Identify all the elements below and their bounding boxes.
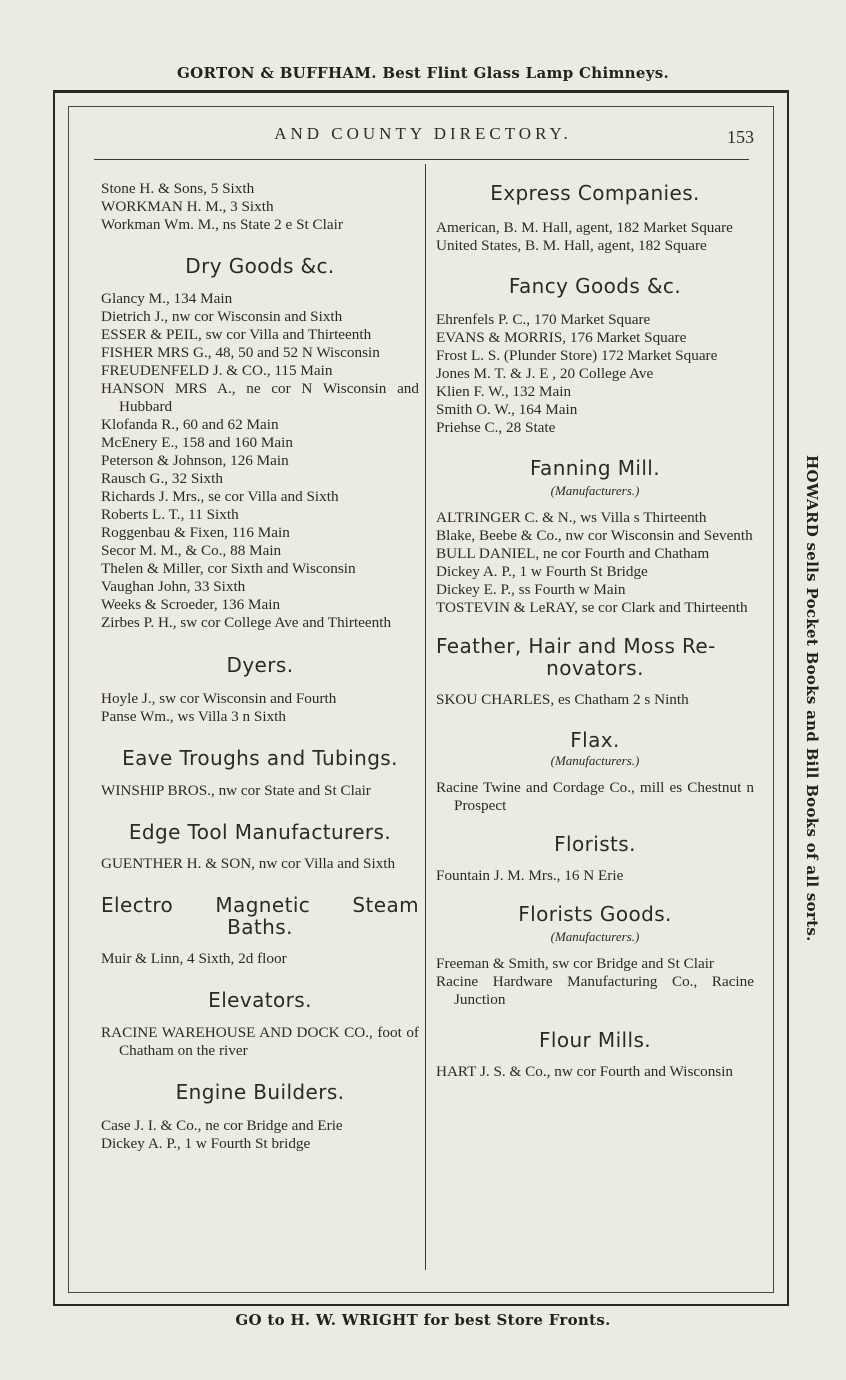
list-item: EVANS & MORRIS, 176 Market Square: [436, 329, 687, 346]
list-item: Frost L. S. (Plunder Store) 172 Market Square: [436, 347, 718, 364]
list-item: McEnery E., 158 and 160 Main: [101, 434, 293, 451]
section-heading-fanning-mill: Fanning Mill.: [529, 456, 661, 480]
section-heading-edge-tool: Edge Tool Manufacturers.: [128, 820, 392, 844]
list-item: Dietrich J., nw cor Wisconsin and Sixth: [101, 308, 343, 325]
section-heading-florists-goods: Florists Goods.: [518, 902, 672, 926]
list-item: HART J. S. & Co., nw cor Fourth and Wisconsin: [436, 1063, 734, 1080]
section-heading-feather-hair-moss: Feather, Hair and Moss Re-: [436, 634, 716, 658]
section-heading-eave-troughs: Eave Troughs and Tubings.: [122, 746, 398, 770]
section-heading-elevators: Elevators.: [208, 988, 312, 1012]
left-column: [101, 180, 419, 1153]
list-item: Secor M. M., & Co., 88 Main: [101, 542, 282, 559]
list-item: Priehse C., 28 State: [436, 419, 556, 436]
section-heading-fancy-goods: Fancy Goods &c.: [508, 274, 682, 298]
list-item: Dickey E. P., ss Fourth w Main: [436, 581, 626, 598]
list-item: Vaughan John, 33 Sixth: [101, 578, 246, 595]
section-heading-electro-magnetic: Electro Magnetic Steam: [101, 893, 419, 917]
list-item: TOSTEVIN & LeRAY, se cor Clark and Thirteenth: [436, 599, 748, 616]
list-item: Peterson & Johnson, 126 Main: [101, 452, 289, 469]
section-heading-feather-hair-moss-cont: novators.: [546, 656, 644, 680]
list-item: Panse Wm., ws Villa 3 n Sixth: [101, 708, 287, 725]
list-item: Stone H. & Sons, 5 Sixth: [101, 180, 255, 197]
header-divider: [94, 159, 749, 160]
list-item: Dickey A. P., 1 w Fourth St bridge: [101, 1135, 311, 1152]
list-item: Hoyle J., sw cor Wisconsin and Fourth: [101, 690, 337, 707]
list-item: ALTRINGER C. & N., ws Villa s Thirteenth: [436, 509, 707, 526]
list-item: Muir & Linn, 4 Sixth, 2d floor: [101, 950, 287, 967]
column-divider: [425, 164, 426, 1270]
list-item: Thelen & Miller, cor Sixth and Wisconsin: [101, 560, 356, 577]
list-item: Smith O. W., 164 Main: [436, 401, 578, 418]
list-item: FREUDENFELD J. & CO., 115 Main: [101, 362, 333, 379]
side-advertisement-banner: HOWARD sells Pocket Books and Bill Books of all sorts.: [803, 455, 821, 942]
section-heading-express: Express Companies.: [490, 181, 700, 205]
page-title: AND COUNTY DIRECTORY.: [274, 124, 572, 143]
list-item: Dickey A. P., 1 w Fourth St Bridge: [436, 563, 648, 580]
section-subheading-manufacturers: (Manufacturers.): [550, 483, 640, 498]
section-heading-flour-mills: Flour Mills.: [538, 1028, 652, 1052]
list-item: Weeks & Scroeder, 136 Main: [101, 596, 281, 613]
list-item: Case J. I. & Co., ne cor Bridge and Erie: [101, 1117, 343, 1134]
page-number: 153: [727, 127, 754, 147]
list-item: American, B. M. Hall, agent, 182 Market Square: [436, 219, 733, 236]
list-item: WORKMAN H. M., 3 Sixth: [101, 198, 274, 215]
section-subheading-manufacturers: (Manufacturers.): [550, 929, 640, 944]
list-item: Klien F. W., 132 Main: [436, 383, 572, 400]
list-item: Roberts L. T., 11 Sixth: [101, 506, 239, 523]
list-item: Fountain J. M. Mrs., 16 N Erie: [436, 867, 624, 884]
list-item: Zirbes P. H., sw cor College Ave and Thirteenth: [101, 614, 392, 631]
list-item: Racine Hardware Manufacturing Co., Racine Junction: [436, 973, 754, 1008]
section-heading-flax: Flax.: [570, 728, 620, 752]
section-heading-dry-goods: Dry Goods &c.: [185, 254, 335, 278]
list-item: BULL DANIEL, ne cor Fourth and Chatham: [436, 545, 710, 562]
list-item: United States, B. M. Hall, agent, 182 Square: [436, 237, 707, 254]
list-item: Freeman & Smith, sw cor Bridge and St Clair: [436, 955, 714, 972]
bottom-advertisement-banner: GO to H. W. WRIGHT for best Store Fronts.: [235, 1311, 611, 1329]
list-item: Glancy M., 134 Main: [101, 290, 233, 307]
list-item: Richards J. Mrs., se cor Villa and Sixth: [101, 488, 339, 505]
list-item: Jones M. T. & J. E , 20 College Ave: [436, 365, 654, 382]
list-item: RACINE WAREHOUSE AND DOCK CO., foot of Chatham on the river: [101, 1024, 419, 1059]
list-item: ESSER & PEIL, sw cor Villa and Thirteenth: [101, 326, 372, 343]
list-item: HANSON MRS A., ne cor N Wisconsin and Hubbard: [101, 380, 419, 415]
section-heading-engine-builders: Engine Builders.: [175, 1080, 345, 1104]
list-item: FISHER MRS G., 48, 50 and 52 N Wisconsin: [101, 344, 380, 361]
list-item: Workman Wm. M., ns State 2 e St Clair: [101, 216, 343, 233]
list-item: Blake, Beebe & Co., nw cor Wisconsin and Seventh: [436, 527, 753, 544]
list-item: Roggenbau & Fixen, 116 Main: [101, 524, 290, 541]
top-advertisement-banner: GORTON & BUFFHAM. Best Flint Glass Lamp Chimneys.: [177, 64, 669, 82]
list-item: Rausch G., 32 Sixth: [101, 470, 223, 487]
list-item: Klofanda R., 60 and 62 Main: [101, 416, 279, 433]
list-item: WINSHIP BROS., nw cor State and St Clair: [101, 782, 371, 799]
section-heading-electro-magnetic-cont: Baths.: [227, 915, 293, 939]
section-subheading-manufacturers: (Manufacturers.): [550, 753, 640, 768]
list-item: SKOU CHARLES, es Chatham 2 s Ninth: [436, 691, 689, 708]
list-item: Racine Twine and Cordage Co., mill es Chestnut n Prospect: [436, 779, 754, 814]
list-item: Ehrenfels P. C., 170 Market Square: [436, 311, 651, 328]
list-item: GUENTHER H. & SON, nw cor Villa and Sixth: [101, 855, 396, 872]
section-heading-dyers: Dyers.: [226, 653, 294, 677]
right-column: [436, 180, 754, 1081]
section-heading-florists: Florists.: [554, 832, 636, 856]
